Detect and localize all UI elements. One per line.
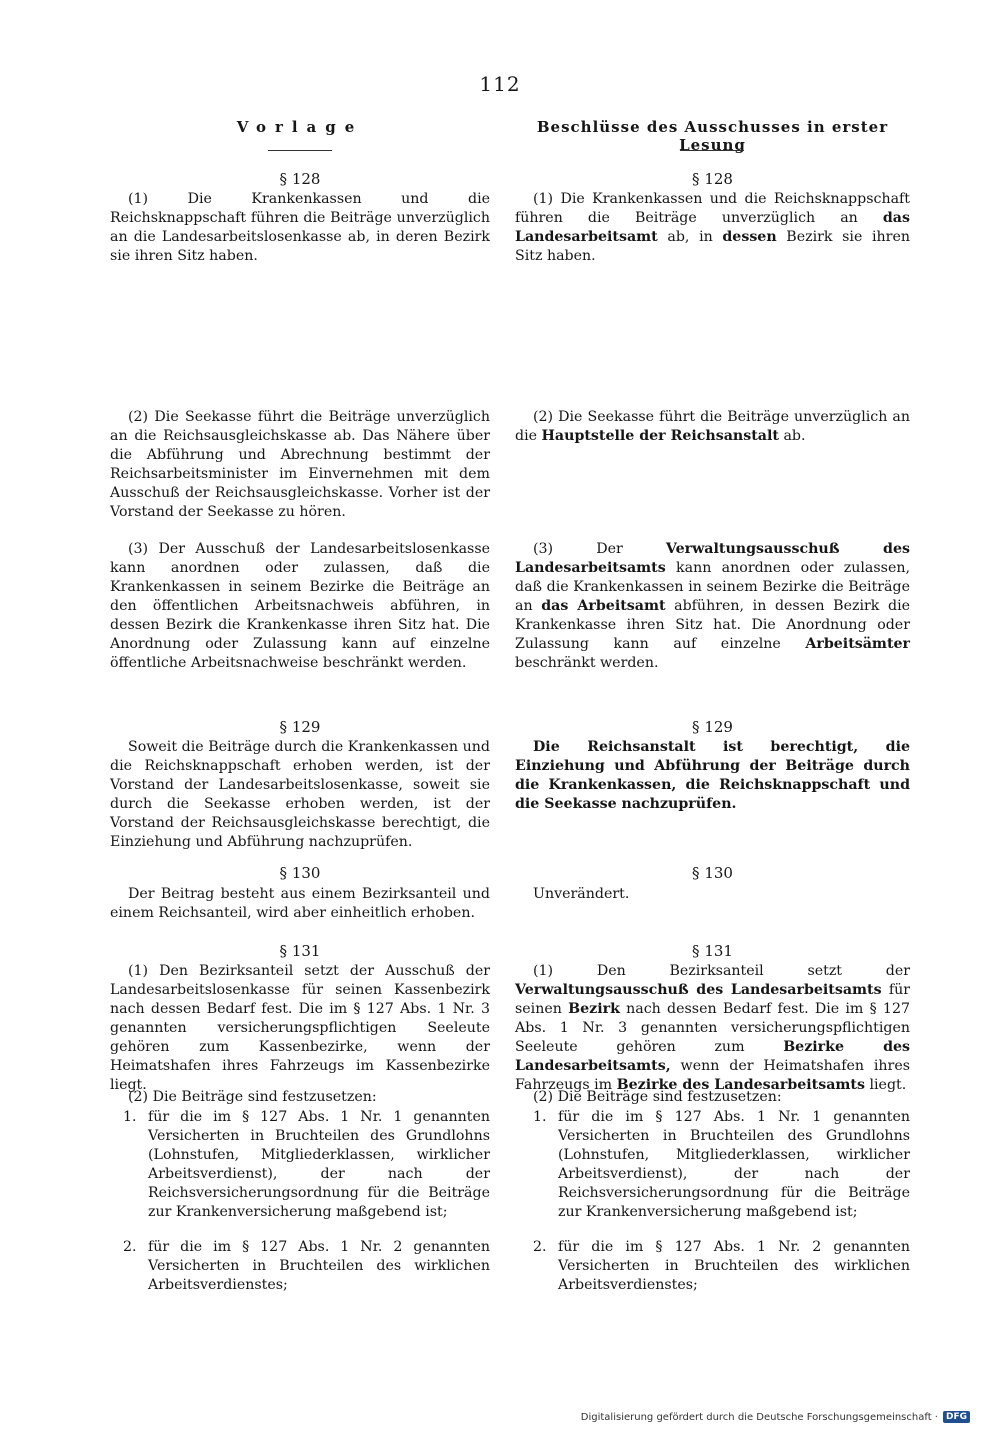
left-128-p2-text: (2) Die Seekasse führt die Beiträge unverzüglich an die Reichsausgleichskasse ab. Das Nähere über die Abführung und Abrechnung bestimmt der Reichsarbeitsminister im Einvernehmen mit dem Ausschuß der Reichsausgleichskasse. Vorher ist der Vorstand der Seekasse zu hören.: [110, 409, 490, 520]
left-128-para-2: [110, 408, 490, 522]
right-129-p1-text: Die Reichsanstalt ist berechtigt, die Einziehung und Abführung der Beiträge durch die Krankenkassen, die Reichsknappschaft und die Seekasse nachzuprüfen.: [515, 739, 910, 812]
right-130-p1-text: Unverändert.: [533, 886, 630, 902]
left-128-para-1: [110, 190, 490, 266]
right-128-p1-text: (1) Die Krankenkassen und die Reichsknappschaft führen die Beiträge unverzüglich an das Landesarbeitsamt ab, in dessen Bezirk sie ihren Sitz haben.: [515, 191, 910, 264]
left-128-para-3: [110, 540, 490, 673]
right-130-para-1: [515, 885, 910, 904]
right-131-item2-number: 2.: [533, 1239, 547, 1255]
left-section-130-title: § 130: [279, 864, 321, 882]
left-130-para-1: [110, 885, 490, 923]
right-128-para-1: [515, 190, 910, 266]
left-131-para-2: [110, 1088, 490, 1107]
left-section-129-title: § 129: [279, 718, 321, 736]
left-131-item2-text: für die im § 127 Abs. 1 Nr. 2 genannten Versicherten in Bruchteilen des wirklichen Arbeitsverdienstes;: [148, 1239, 490, 1293]
right-131-item1-number: 1.: [533, 1109, 547, 1125]
left-131-item2-number: 2.: [123, 1239, 137, 1255]
right-128-para-3: [515, 540, 910, 673]
right-section-131-title: § 131: [692, 942, 733, 960]
right-128-para-2: [515, 408, 910, 446]
right-131-list-item-2: [533, 1238, 910, 1295]
right-129-para-1: [515, 738, 910, 814]
left-129-p1-text: Soweit die Beiträge durch die Krankenkassen und die Reichsknappschaft erhoben werden, ist der Vorstand der Landesarbeitslosenkasse, soweit sie durch die Seekasse erhoben werden, ist der Vorstand der Reichsausgleichskasse berechtigt, die Einziehung und Abführung nachzuprüfen.: [110, 739, 490, 850]
right-section-130-title: § 130: [692, 864, 733, 882]
right-131-p2-text: (2) Die Beiträge sind festzusetzen:: [533, 1089, 782, 1105]
left-130-p1-text: Der Beitrag besteht aus einem Bezirksanteil und einem Reichsanteil, wird aber einheitlich erhoben.: [110, 886, 490, 921]
left-131-p1-text: (1) Den Bezirksanteil setzt der Ausschuß der Landesarbeitslosenkasse für seinen Kassenbezirk nach dessen Bedarf fest. Die im § 127 Abs. 1 Nr. 3 genannten versicherungspflichtigen Seeleute gehören zum Kassenbezirke, wenn der Heimatshafen ihres Fahrzeugs im Kassenbezirke liegt.: [110, 963, 490, 1093]
left-section-128-title: § 128: [279, 170, 321, 188]
right-131-para-1: [515, 962, 910, 1095]
left-column-header: Vorlage: [236, 118, 364, 136]
footer-credit: [581, 1411, 970, 1423]
right-128-p2-text: (2) Die Seekasse führt die Beiträge unverzüglich an die Hauptstelle der Reichsanstalt ab.: [515, 409, 910, 444]
left-131-list-item-2: [123, 1238, 490, 1295]
right-section-128-title: § 128: [692, 170, 733, 188]
left-129-para-1: [110, 738, 490, 852]
right-128-p3-text: (3) Der Verwaltungsausschuß des Landesarbeitsamts kann anordnen oder zulassen, daß die Krankenkassen in seinem Bezirke die Beiträge an das Arbeitsamt abführen, in dessen Bezirk die Krankenkasse ihren Sitz hat. Die Anordnung oder Zulassung kann auf einzelne Arbeitsämter beschränkt werden.: [515, 541, 911, 671]
left-128-p1-text: (1) Die Krankenkassen und die Reichsknappschaft führen die Beiträge unverzüglich an die Landesarbeitslosenkasse ab, in deren Bezirk sie ihren Sitz haben.: [110, 191, 490, 264]
right-header-rule: [680, 150, 744, 151]
right-131-para-2: [515, 1088, 910, 1107]
left-header-rule: [268, 150, 332, 151]
left-131-para-1: [110, 962, 490, 1095]
right-section-129-title: § 129: [692, 718, 733, 736]
right-131-item2-text: für die im § 127 Abs. 1 Nr. 2 genannten Versicherten in Bruchteilen des wirklichen Arbeitsverdienstes;: [558, 1239, 910, 1293]
footer-text: Digitalisierung gefördert durch die Deutsche Forschungsgemeinschaft ·: [580, 1411, 938, 1423]
left-131-p2-text: (2) Die Beiträge sind festzusetzen:: [128, 1089, 377, 1105]
left-131-item1-number: 1.: [123, 1109, 137, 1125]
left-128-p3-text: (3) Der Ausschuß der Landesarbeitslosenkasse kann anordnen oder zulassen, daß die Krankenkassen in seinem Bezirke die Beiträge an den öffentlichen Arbeitsnachweis abführen, in dessen Bezirk die Krankenkasse ihren Sitz hat. Die Anordnung oder Zulassung kann auf einzelne öffentliche Arbeitsnachweise beschränkt werden.: [110, 541, 490, 671]
right-column-header: Beschlüsse des Ausschusses in erster Lesung: [536, 118, 889, 154]
page-number: 112: [479, 72, 521, 96]
right-131-p1-text: (1) Den Bezirksanteil setzt der Verwaltungsausschuß des Landesarbeitsamts für seinen Bezirk nach dessen Bedarf fest. Die im § 127 Abs. 1 Nr. 3 genannten versicherungspflichtigen Seeleute gehören zum Bezirke des Landesarbeitsamts, wenn der Heimatshafen ihres Fahrzeugs im Bezirke des Landesarbeitsamts liegt.: [515, 963, 911, 1093]
dfg-logo: DFG: [943, 1411, 970, 1423]
left-131-list-item-1: [123, 1108, 490, 1222]
left-131-item1-text: für die im § 127 Abs. 1 Nr. 1 genannten Versicherten in Bruchteilen des Grundlohns (Lohnstufen, Mitgliederklassen, wirklicher Arbeitsverdienst), der nach der Reichsversicherungsordnung für die Beiträge zur Krankenversicherung maßgebend ist;: [148, 1109, 490, 1220]
right-131-list-item-1: [533, 1108, 910, 1222]
right-131-item1-text: für die im § 127 Abs. 1 Nr. 1 genannten Versicherten in Bruchteilen des Grundlohns (Lohnstufen, Mitgliederklassen, wirklicher Arbeitsverdienst), der nach der Reichsversicherungsordnung für die Beiträge zur Krankenversicherung maßgebend ist;: [558, 1109, 910, 1220]
left-section-131-title: § 131: [279, 942, 321, 960]
